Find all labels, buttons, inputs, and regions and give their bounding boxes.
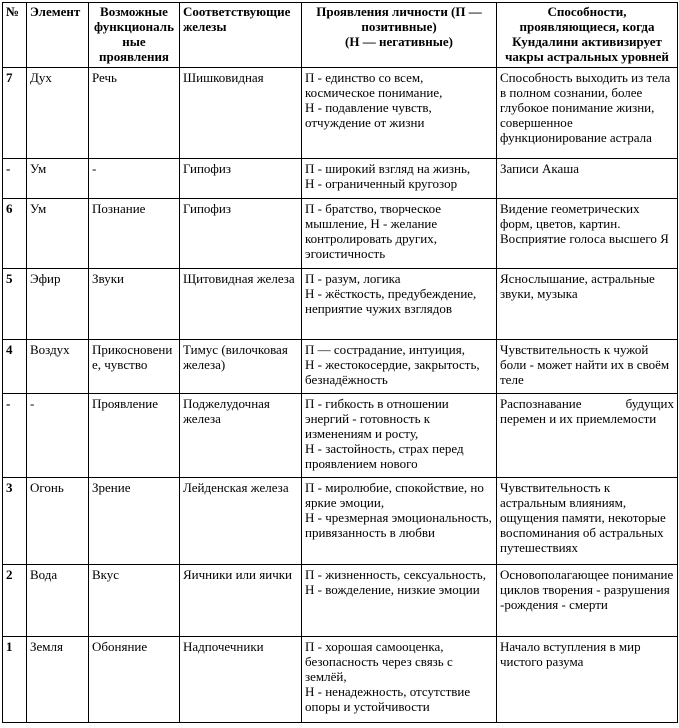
row-personality: П - единство со всем, космическое понимание, Н - подавление чувств, отчуждение от жизни [302, 68, 497, 159]
table-row [3, 394, 678, 478]
row-element: Дух [27, 68, 89, 159]
chakra-table [2, 2, 678, 723]
header-ability: Способности, проявляющиеся, когда Кундалини активизирует чакры астральных уровней [497, 3, 678, 68]
row-ability: Распознавание будущих перемен и их приемлемости [497, 394, 678, 478]
row-element: Вода [27, 565, 89, 637]
row-function: Проявление [89, 394, 180, 478]
header-num: № [3, 3, 27, 68]
row-personality: П - разум, логика Н - жёсткость, предубеждение, неприятие чужих взглядов [302, 269, 497, 340]
row-gland: Гипофиз [180, 159, 302, 199]
row-ability: Видение геометрических форм, цветов, картин. Восприятие голоса высшего Я [497, 199, 678, 269]
row-ability: Способность выходить из тела в полном сознании, более глубокое понимание жизни, совершенное функционирование астрала [497, 68, 678, 159]
row-element: Ум [27, 159, 89, 199]
row-personality: П - гибкость в отношении энергий - готовность к изменениям и росту, Н - застойность, страх перед проявлением нового [302, 394, 497, 478]
row-function: - [89, 159, 180, 199]
row-function: Прикосновение, чувство [89, 340, 180, 394]
header-element: Элемент [27, 3, 89, 68]
row-num: 1 [3, 637, 27, 723]
row-personality: П - жизненность, сексуальность, Н - вожделение, низкие эмоции [302, 565, 497, 637]
row-num: 2 [3, 565, 27, 637]
row-ability: Начало вступления в мир чистого разума [497, 637, 678, 723]
header-function: Возможные функциональные проявления [89, 3, 180, 68]
row-function: Зрение [89, 478, 180, 565]
row-num: - [3, 159, 27, 199]
row-ability: Основополагающее понимание циклов творения - разрушения -рождения - смерти [497, 565, 678, 637]
header-row [3, 3, 678, 68]
row-personality: П - братство, творческое мышление, Н - желание контролировать других, эгоистичность [302, 199, 497, 269]
row-gland: Щитовидная железа [180, 269, 302, 340]
table-row [3, 199, 678, 269]
table-row [3, 68, 678, 159]
row-gland: Яичники или яички [180, 565, 302, 637]
row-personality: П — сострадание, интуиция, Н - жестокосердие, закрытость, безнадёжность [302, 340, 497, 394]
row-personality: П - хорошая самооценка, безопасность через связь с землёй, Н - ненадежность, отсутствие опоры и устойчивости [302, 637, 497, 723]
row-gland: Тимус (вилочковая железа) [180, 340, 302, 394]
table-row [3, 637, 678, 723]
row-num: 7 [3, 68, 27, 159]
row-element: Земля [27, 637, 89, 723]
row-function: Звуки [89, 269, 180, 340]
row-num: 4 [3, 340, 27, 394]
row-element: - [27, 394, 89, 478]
row-element: Эфир [27, 269, 89, 340]
row-gland: Поджелудочная железа [180, 394, 302, 478]
row-ability: Чувствительность к астральным влияниям, ощущения памяти, некоторые воспоминания об астральных путешествиях [497, 478, 678, 565]
row-num: - [3, 394, 27, 478]
table-row [3, 478, 678, 565]
row-element: Огонь [27, 478, 89, 565]
table-row [3, 269, 678, 340]
table-row [3, 159, 678, 199]
row-gland: Лейденская железа [180, 478, 302, 565]
row-num: 6 [3, 199, 27, 269]
table-row [3, 340, 678, 394]
row-personality: П - широкий взгляд на жизнь, Н - ограниченный кругозор [302, 159, 497, 199]
table-row [3, 565, 678, 637]
row-function: Речь [89, 68, 180, 159]
header-gland: Соответствующие железы [180, 3, 302, 68]
row-element: Воздух [27, 340, 89, 394]
row-gland: Шишковидная [180, 68, 302, 159]
row-function: Вкус [89, 565, 180, 637]
row-function: Обоняние [89, 637, 180, 723]
row-num: 3 [3, 478, 27, 565]
header-personality: Проявления личности (П — позитивные) (Н — негативные) [302, 3, 497, 68]
row-personality: П - миролюбие, спокойствие, но яркие эмоции, Н - чрезмерная эмоциональность, привязанность в любви [302, 478, 497, 565]
row-element: Ум [27, 199, 89, 269]
row-gland: Надпочечники [180, 637, 302, 723]
row-function: Познание [89, 199, 180, 269]
row-ability: Яснослышание, астральные звуки, музыка [497, 269, 678, 340]
row-gland: Гипофиз [180, 199, 302, 269]
row-num: 5 [3, 269, 27, 340]
row-ability: Чувствительность к чужой боли - может найти их в своём теле [497, 340, 678, 394]
row-ability: Записи Акаша [497, 159, 678, 199]
